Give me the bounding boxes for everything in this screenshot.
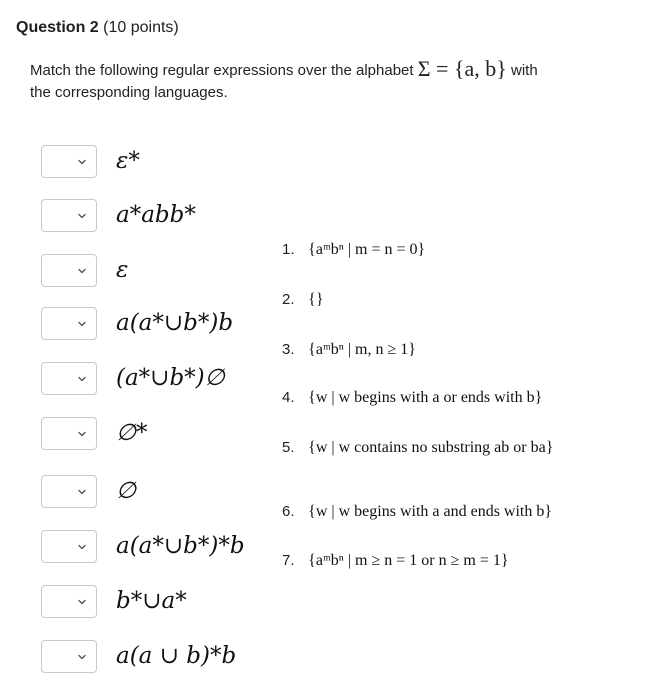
option-number: 5.	[282, 439, 295, 456]
chevron-down-icon	[78, 375, 86, 383]
option-number: 3.	[282, 341, 295, 358]
regex-expression: a(a*∪b*)*b	[116, 533, 245, 559]
regex-expression: a*abb*	[116, 202, 196, 228]
match-select-dropdown[interactable]	[41, 307, 97, 340]
option-number: 4.	[282, 389, 295, 406]
question-prompt	[30, 56, 650, 104]
regex-expression: b*∪a*	[116, 588, 187, 614]
match-select-dropdown[interactable]	[41, 417, 97, 450]
prompt-suffix: with	[511, 62, 538, 79]
match-select-dropdown[interactable]	[41, 640, 97, 673]
match-select-dropdown[interactable]	[41, 145, 97, 178]
match-select-dropdown[interactable]	[41, 254, 97, 287]
question-title: Question 2	[16, 19, 99, 36]
regex-expression: a(a*∪b*)b	[116, 310, 234, 336]
language-option	[282, 387, 542, 409]
chevron-down-icon	[78, 212, 86, 220]
chevron-down-icon	[78, 320, 86, 328]
regex-expression: ε	[116, 257, 129, 283]
option-number: 2.	[282, 291, 295, 308]
regex-expression: (a*∪b*)∅	[116, 365, 225, 391]
language-option	[282, 239, 425, 261]
chevron-down-icon	[78, 488, 86, 496]
match-select-dropdown[interactable]	[41, 362, 97, 395]
language-option	[282, 339, 416, 361]
chevron-down-icon	[78, 598, 86, 606]
chevron-down-icon	[78, 267, 86, 275]
option-number: 1.	[282, 241, 295, 258]
chevron-down-icon	[78, 543, 86, 551]
option-text: {aᵐbⁿ | m ≥ n = 1 or n ≥ m = 1}	[308, 552, 509, 569]
question-header	[16, 18, 179, 38]
language-option	[282, 437, 553, 459]
option-text: {w | w begins with a or ends with b}	[308, 389, 543, 406]
option-text: {w | w begins with a and ends with b}	[308, 503, 553, 520]
language-option	[282, 501, 552, 523]
option-text: {aᵐbⁿ | m, n ≥ 1}	[308, 341, 416, 358]
chevron-down-icon	[78, 653, 86, 661]
chevron-down-icon	[78, 430, 86, 438]
match-select-dropdown[interactable]	[41, 199, 97, 232]
alphabet-definition: Σ = {a, b}	[417, 56, 507, 81]
option-text: {}	[308, 291, 324, 308]
prompt-text: Match the following regular expressions over the alphabet	[30, 62, 414, 79]
chevron-down-icon	[78, 158, 86, 166]
match-select-dropdown[interactable]	[41, 585, 97, 618]
match-select-dropdown[interactable]	[41, 475, 97, 508]
prompt-line-2: the corresponding languages.	[30, 84, 228, 101]
regex-expression: a(a ∪ b)*b	[116, 643, 237, 669]
prompt-line-1	[30, 56, 650, 82]
option-text: {aᵐbⁿ | m = n = 0}	[308, 241, 426, 258]
match-select-dropdown[interactable]	[41, 530, 97, 563]
option-text: {w | w contains no substring ab or ba}	[308, 439, 554, 456]
language-option	[282, 550, 509, 572]
option-number: 7.	[282, 552, 295, 569]
language-option	[282, 289, 324, 311]
option-number: 6.	[282, 503, 295, 520]
question-points: (10 points)	[103, 19, 179, 36]
regex-expression: ∅	[116, 478, 137, 504]
regex-expression: ε*	[116, 148, 140, 174]
regex-expression: ∅*	[116, 420, 148, 446]
